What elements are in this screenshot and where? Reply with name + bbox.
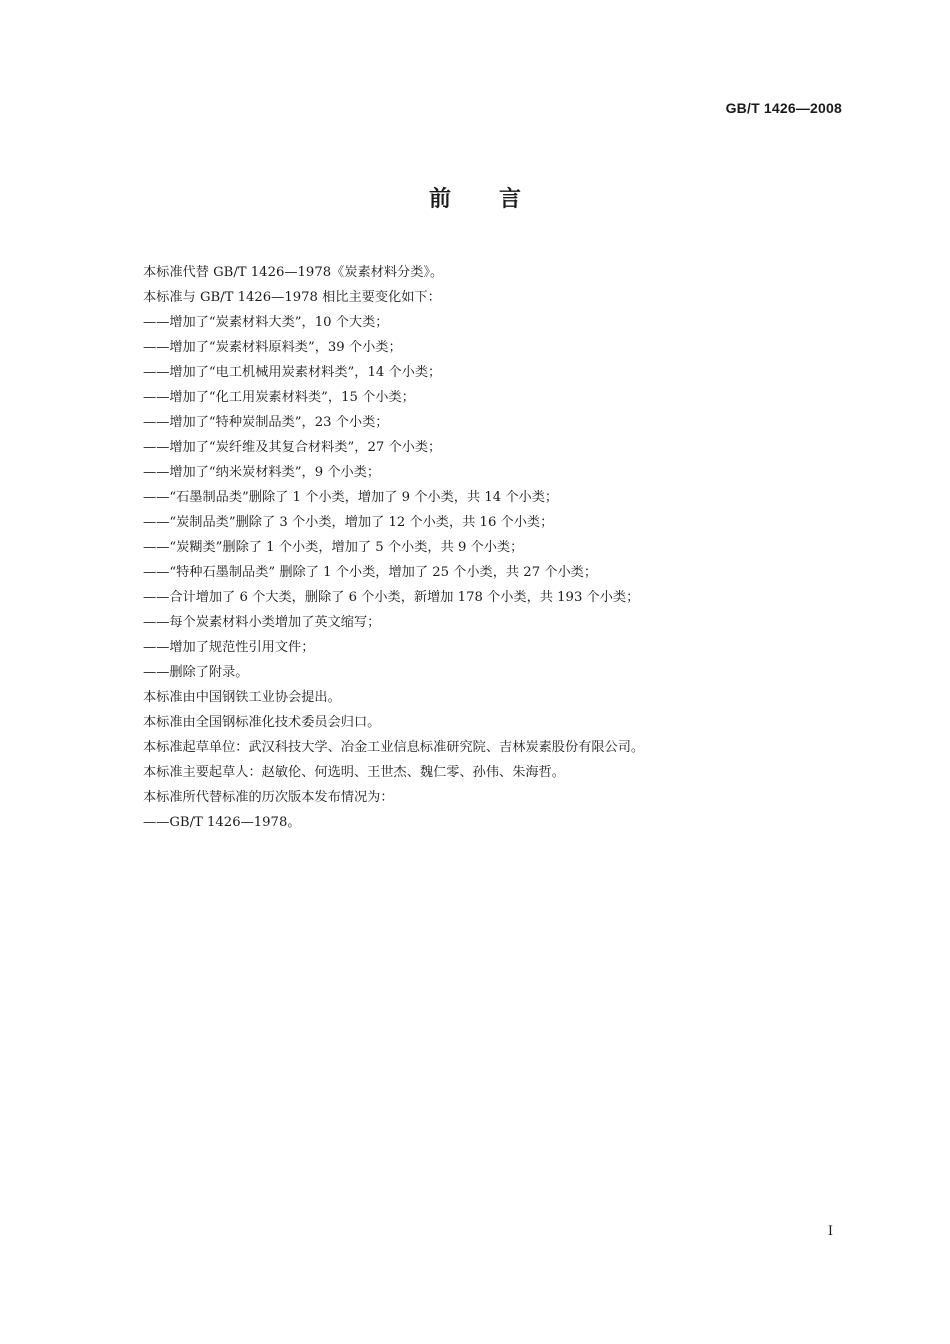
list-item: ——GB/T 1426—1978。 [143, 815, 301, 830]
list-item: ——“炭糊类”删除了 1 个小类，增加了 5 个小类，共 9 个小类； [143, 540, 524, 555]
list-item: ——增加了“纳米炭材料类”，9 个小类； [143, 465, 381, 480]
list-item: ——增加了“炭素材料大类”，10 个大类； [143, 315, 389, 330]
list-item: ——增加了“化工用炭素材料类”，15 个小类； [143, 390, 415, 405]
list-item: ——每个炭素材料小类增加了英文缩写； [143, 615, 381, 630]
page-number: I [827, 1224, 833, 1239]
paragraph-line: 本标准与 GB/T 1426—1978 相比主要变化如下： [143, 290, 441, 305]
list-item: ——合计增加了 6 个大类，删除了 6 个小类，新增加 178 个小类，共 193 个小类； [143, 590, 640, 605]
paragraph-line: 本标准由全国钢标准化技术委员会归口。 [143, 715, 381, 730]
list-item: ——增加了“炭纤维及其复合材料类”，27 个小类； [143, 440, 442, 455]
list-item: ——“石墨制品类”删除了 1 个小类，增加了 9 个小类，共 14 个小类； [143, 490, 559, 505]
paragraph-line: 本标准所代替标准的历次版本发布情况为： [143, 790, 394, 805]
paragraph-line: 本标准起草单位：武汉科技大学、冶金工业信息标准研究院、吉林炭素股份有限公司。 [143, 740, 645, 755]
list-item: ——“特种石墨制品类” 删除了 1 个小类，增加了 25 个小类，共 27 个小类； [143, 565, 598, 580]
list-item: ——增加了规范性引用文件； [143, 640, 315, 655]
foreword-body [143, 260, 843, 835]
paragraph-line: 本标准代替 GB/T 1426—1978《炭素材料分类》。 [143, 265, 444, 280]
list-item: ——增加了“电工机械用炭素材料类”，14 个小类； [143, 365, 442, 380]
paragraph-line: 本标准由中国钢铁工业协会提出。 [143, 690, 341, 705]
list-item: ——删除了附录。 [143, 665, 249, 680]
standard-number: GB/T 1426—2008 [725, 100, 842, 116]
paragraph-line: 本标准主要起草人：赵敏伦、何选明、王世杰、魏仁零、孙伟、朱海哲。 [143, 765, 565, 780]
list-item: ——增加了“特种炭制品类”，23 个小类； [143, 415, 389, 430]
list-item: ——“炭制品类”删除了 3 个小类，增加了 12 个小类，共 16 个小类； [143, 515, 554, 530]
page-title: 前言 [428, 187, 569, 212]
list-item: ——增加了“炭素材料原料类”，39 个小类； [143, 340, 402, 355]
